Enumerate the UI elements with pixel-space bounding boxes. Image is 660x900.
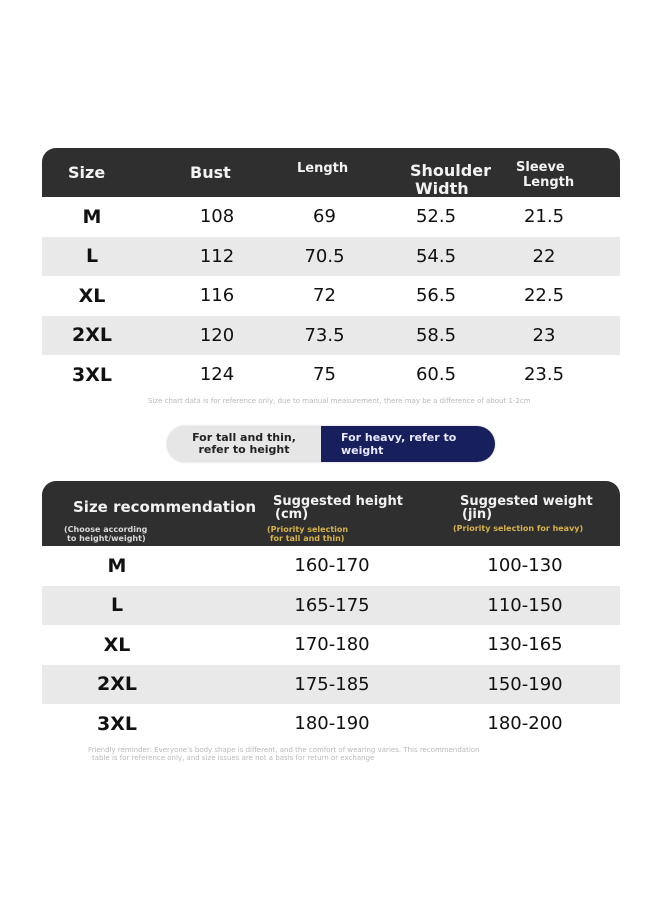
header-size-recommendation: Size recommendation <box>73 498 257 516</box>
table-row <box>42 355 620 395</box>
shoulder-cell: 60.5 <box>415 364 457 386</box>
header-shoulder: Shoulder <box>410 161 491 180</box>
recommendation-header <box>42 481 620 546</box>
height-cell: 180-190 <box>294 713 370 735</box>
toggle-weight-label: For heavy, refer to weight <box>341 431 457 457</box>
size-chart-note: Size chart data is for reference only, due to manual measurement, there may be a difference of about 1-2cm <box>148 397 531 405</box>
header-height-unit: (cm) <box>275 507 309 522</box>
size-cell: 3XL <box>97 712 137 735</box>
toggle-height-line2: refer to height <box>198 443 290 456</box>
shoulder-cell: 58.5 <box>415 324 457 346</box>
length-cell: 75 <box>313 364 336 386</box>
table-row <box>42 586 620 626</box>
bust-cell: 112 <box>199 245 235 267</box>
size-cell: 3XL <box>72 363 112 386</box>
reminder-note-line2: table is for reference only, and size issues are not a basis for return or exchange <box>92 754 375 762</box>
size-cell: M <box>107 554 127 577</box>
sleeve-cell: 21.5 <box>523 206 565 228</box>
sleeve-cell: 22 <box>532 245 556 267</box>
header-weight-sub: (Priority selection for heavy) <box>453 524 584 533</box>
table-row <box>42 665 620 705</box>
header-height-sub-2: for tall and thin) <box>270 534 345 543</box>
table-row <box>42 197 620 237</box>
height-cell: 165-175 <box>294 594 370 616</box>
size-cell: 2XL <box>97 673 137 696</box>
recommendation-toggle <box>167 426 495 462</box>
toggle-option-weight[interactable] <box>321 426 495 462</box>
size-chart-header <box>42 148 620 197</box>
header-suggested-weight: Suggested weight <box>460 494 593 509</box>
sleeve-cell: 23.5 <box>523 364 565 386</box>
bust-cell: 120 <box>199 324 235 346</box>
toggle-height-line1: For tall and thin, <box>192 431 296 444</box>
table-row <box>42 316 620 356</box>
header-size: Size <box>68 163 106 182</box>
size-chart-table <box>42 148 620 395</box>
size-cell: XL <box>78 284 106 307</box>
length-cell: 70.5 <box>304 245 345 267</box>
size-cell: XL <box>103 633 131 656</box>
sleeve-cell: 22.5 <box>523 285 565 307</box>
size-cell: 2XL <box>72 324 112 347</box>
header-sleeve-length: Length <box>523 175 575 190</box>
table-row <box>42 237 620 277</box>
header-length: Length <box>297 161 349 176</box>
header-sleeve: Sleeve <box>516 160 565 175</box>
size-recommendation-table <box>42 481 620 744</box>
size-cell: L <box>85 245 99 268</box>
reminder-note-line1: Friendly reminder: Everyone's body shape is different, and the comfort of wearing varies. This recommendation <box>88 746 480 754</box>
header-bust: Bust <box>190 163 231 182</box>
table-row <box>42 704 620 744</box>
bust-cell: 124 <box>199 364 235 386</box>
length-cell: 69 <box>313 206 336 228</box>
shoulder-cell: 54.5 <box>415 245 457 267</box>
size-cell: M <box>82 205 102 228</box>
bust-cell: 108 <box>199 206 235 228</box>
weight-cell: 180-200 <box>487 713 563 735</box>
header-weight-unit: (jin) <box>462 507 493 522</box>
height-cell: 170-180 <box>294 634 370 656</box>
sleeve-cell: 23 <box>532 324 556 346</box>
header-size-sub-1: (Choose according <box>64 525 148 534</box>
header-height-sub-1: (Priority selection <box>267 525 349 534</box>
table-row <box>42 546 620 586</box>
size-cell: L <box>110 594 124 617</box>
weight-cell: 110-150 <box>487 594 563 616</box>
header-width: Width <box>415 179 469 198</box>
weight-cell: 130-165 <box>487 634 563 656</box>
height-cell: 175-185 <box>294 673 370 695</box>
toggle-option-height[interactable] <box>167 426 321 462</box>
header-size-sub-2: to height/weight) <box>67 534 146 543</box>
length-cell: 72 <box>313 285 336 307</box>
length-cell: 73.5 <box>304 324 345 346</box>
table-row <box>42 625 620 665</box>
height-cell: 160-170 <box>294 555 370 577</box>
bust-cell: 116 <box>199 285 235 307</box>
table-row <box>42 276 620 316</box>
weight-cell: 150-190 <box>487 673 563 695</box>
shoulder-cell: 52.5 <box>415 206 457 228</box>
weight-cell: 100-130 <box>487 555 563 577</box>
header-suggested-height: Suggested height <box>273 494 403 509</box>
shoulder-cell: 56.5 <box>415 285 457 307</box>
